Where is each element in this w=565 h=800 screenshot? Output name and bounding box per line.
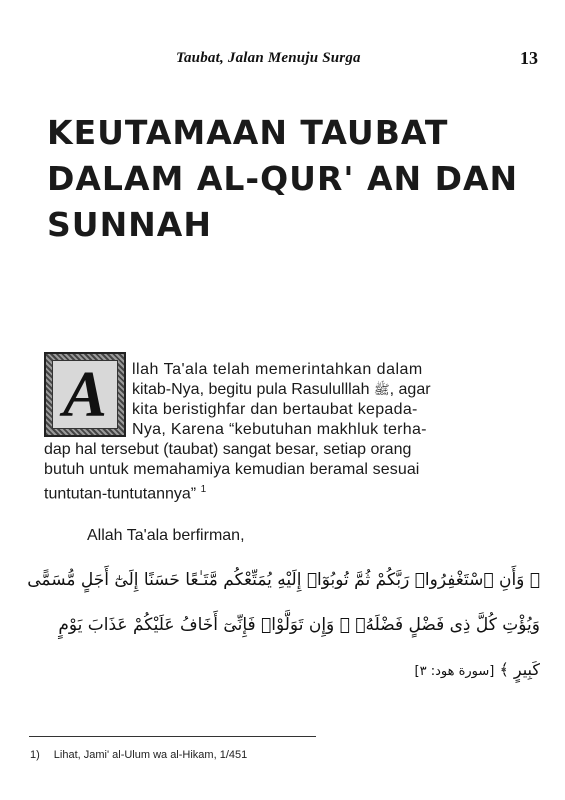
chapter-title bbox=[47, 110, 517, 248]
footnote-number: 1) bbox=[30, 749, 40, 761]
firman-intro: Allah Ta'ala berfirman, bbox=[87, 527, 245, 544]
drop-cap-inner bbox=[52, 357, 118, 431]
paragraph-line-2 bbox=[132, 380, 431, 401]
paragraph-line-6: butuh untuk memahamiya kemudian beramal sesuai bbox=[44, 461, 420, 478]
running-header bbox=[0, 50, 565, 72]
quran-verse-line-2: وَيُؤْتِ كُلَّ ذِى فَضْلٍ فَضْلَهُۥ ۖ وَإِن تَوَلَّوْا۟ فَإِنِّىٓ أَخَافُ عَلَيْكُمْ عَذَابَ يَوْمٍ bbox=[58, 615, 540, 635]
quran-verse-line-3 bbox=[40, 660, 540, 679]
salawat-symbol: ﷺ bbox=[373, 383, 390, 398]
paragraph-line-7 bbox=[44, 480, 206, 504]
paragraph-line-3: kita beristighfar dan bertaubat kepada- bbox=[132, 401, 418, 418]
paragraph-line-4: Nya, Karena “kebutuhan makhluk terha- bbox=[132, 421, 427, 438]
chapter-title-line-1: KEUTAMAAN TAUBAT bbox=[47, 113, 449, 152]
running-title: Taubat, Jalan Menuju Surga bbox=[176, 50, 361, 66]
footnote-divider bbox=[29, 736, 316, 737]
quran-verse-line-1: ﴿ وَأَنِ ٱسْتَغْفِرُوا۟ رَبَّكُمْ ثُمَّ تُوبُوٓا۟ إِلَيْهِ يُمَتِّعْكُم مَّتَـٰعًا حَسَنًا إِلَىٰٓ أَجَلٍ مُّسَمًّى bbox=[27, 570, 540, 590]
quran-verse-end: كَبِيرٍ ﴾ bbox=[499, 660, 540, 679]
paragraph-line-2-text: kitab-Nya, begitu pula Rasululllah bbox=[132, 381, 370, 398]
page-number: 13 bbox=[520, 48, 538, 68]
drop-cap-letter: A bbox=[62, 357, 108, 431]
paragraph-line-2-tail: , agar bbox=[389, 381, 431, 398]
paragraph-line-7-text: tuntutan-tuntutannya” bbox=[44, 485, 197, 503]
surah-reference: [سورة هود: ٣] bbox=[414, 664, 495, 679]
footnote-text: Lihat, Jami' al-Ulum wa al-Hikam, 1/451 bbox=[53, 749, 248, 761]
drop-cap-frame bbox=[44, 352, 126, 437]
paragraph-line-1: llah Ta'ala telah memerintahkan dalam bbox=[132, 361, 423, 378]
chapter-title-line-2: DALAM AL-QUR' AN DAN bbox=[47, 159, 519, 198]
footnote bbox=[30, 749, 247, 761]
paragraph-line-5: dap hal tersebut (taubat) sangat besar, setiap orang bbox=[44, 441, 412, 458]
chapter-title-line-3: SUNNAH bbox=[47, 205, 212, 244]
footnote-reference[interactable]: 1 bbox=[200, 484, 207, 495]
